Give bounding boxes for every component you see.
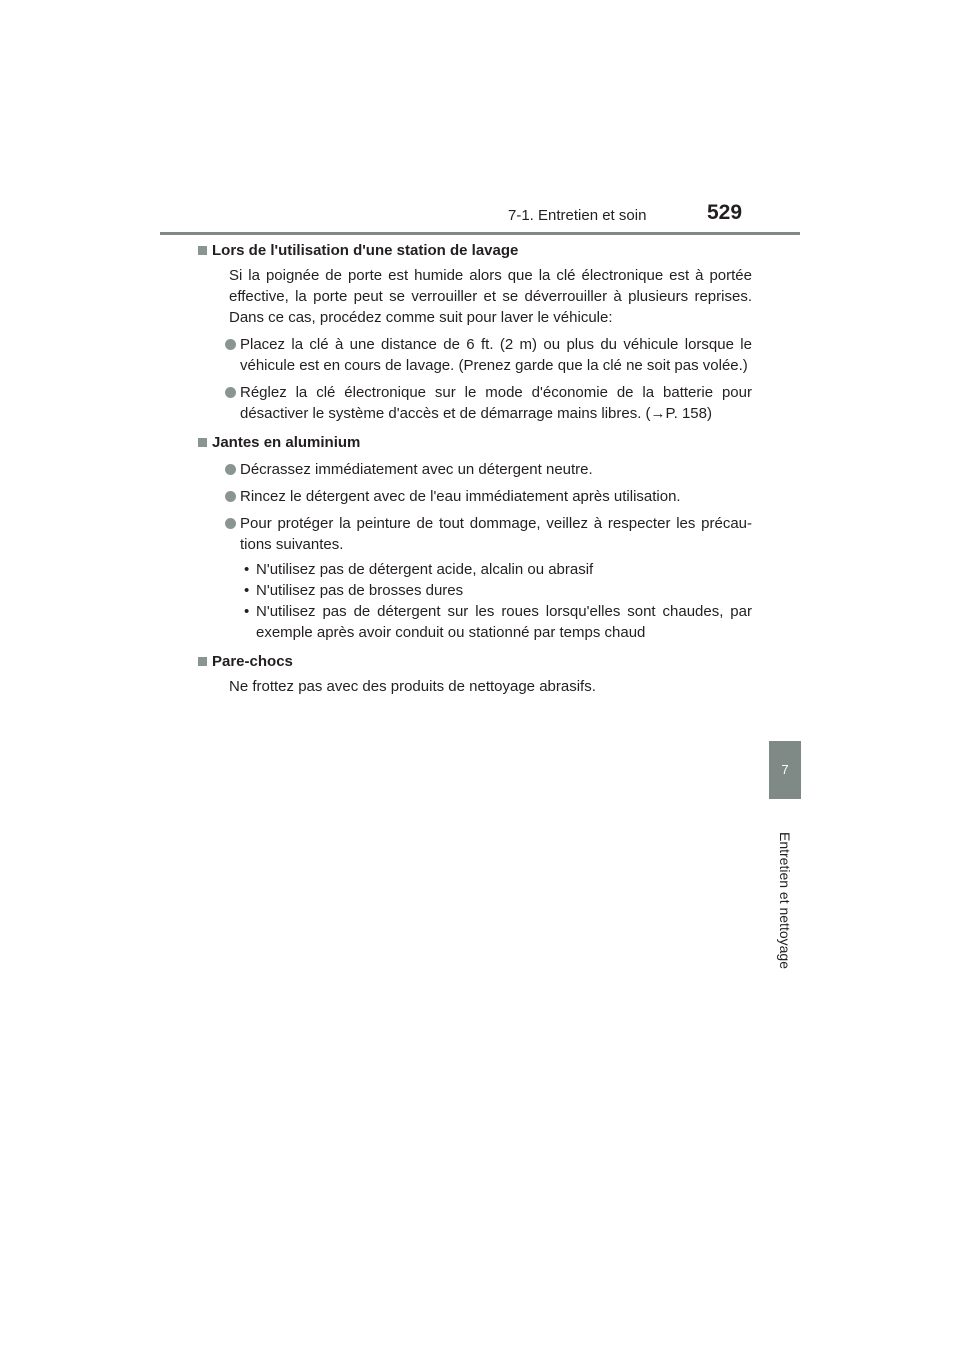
list-item-text: Pour protéger la peinture de tout dommage, veillez à respecter les précau-tions suivantes. bbox=[240, 515, 752, 553]
dot-marker-icon: • bbox=[244, 582, 250, 599]
main-content bbox=[212, 240, 752, 705]
circle-bullet-icon bbox=[225, 518, 236, 529]
circle-bullet-icon bbox=[225, 339, 236, 350]
section-aluminium-wheels bbox=[212, 432, 752, 643]
dot-marker-icon: • bbox=[244, 561, 250, 578]
sub-item-text: N'utilisez pas de détergent sur les roues lorsqu'elles sont chaudes, par exemple après avoir conduit ou stationné par temps chaud bbox=[256, 603, 752, 641]
square-bullet-icon bbox=[198, 246, 207, 255]
list-item bbox=[240, 459, 752, 480]
square-bullet-icon bbox=[198, 438, 207, 447]
list-item bbox=[240, 334, 752, 376]
list-item bbox=[240, 513, 752, 555]
chapter-number: 7 bbox=[781, 762, 789, 777]
list-item-text: Rincez le détergent avec de l'eau immédiatement après utilisation. bbox=[240, 488, 681, 505]
sub-list-item bbox=[240, 580, 752, 601]
section-paragraph: Ne frottez pas avec des produits de nettoyage abrasifs. bbox=[229, 678, 596, 695]
heading-text: Pare-chocs bbox=[212, 653, 293, 670]
section-paragraph: Si la poignée de porte est humide alors que la clé électronique est à portée effective, la porte peut se verrouiller et se déverrouiller à plusieurs reprises. Dans ce cas, procédez comme suit pour laver le véhicule: bbox=[229, 267, 752, 326]
section-heading bbox=[212, 240, 752, 261]
heading-text: Lors de l'utilisation d'une station de lavage bbox=[212, 242, 519, 259]
sub-list-item bbox=[240, 601, 752, 643]
chapter-tab[interactable] bbox=[769, 741, 801, 799]
section-car-wash bbox=[212, 240, 752, 424]
circle-bullet-icon bbox=[225, 491, 236, 502]
list-item-text: Décrassez immédiatement avec un détergent neutre. bbox=[240, 461, 593, 478]
list-item-text: Réglez la clé électronique sur le mode d'économie de la batterie pour désactiver le système d'accès et de démarrage mains libres. (→P. 158) bbox=[240, 384, 752, 422]
header-divider bbox=[160, 232, 800, 235]
chapter-title-vertical: Entretien et nettoyage bbox=[777, 832, 793, 969]
square-bullet-icon bbox=[198, 657, 207, 666]
section-title: 7-1. Entretien et soin bbox=[508, 207, 647, 224]
circle-bullet-icon bbox=[225, 464, 236, 475]
section-bumpers bbox=[212, 651, 752, 697]
sub-item-text: N'utilisez pas de brosses dures bbox=[256, 582, 464, 599]
sub-list bbox=[240, 559, 752, 643]
heading-text: Jantes en aluminium bbox=[212, 434, 361, 451]
section-heading bbox=[212, 432, 752, 453]
section-heading bbox=[212, 651, 752, 672]
page-number: 529 bbox=[707, 201, 743, 224]
circle-bullet-icon bbox=[225, 387, 236, 398]
list-item-text: Placez la clé à une distance de 6 ft. (2 m) ou plus du véhicule lorsque le véhicule est en cours de lavage. (Prenez garde que la clé ne soit pas volée.) bbox=[240, 336, 752, 374]
sub-item-text: N'utilisez pas de détergent acide, alcalin ou abrasif bbox=[256, 561, 594, 578]
sub-list-item bbox=[240, 559, 752, 580]
list-item bbox=[240, 382, 752, 424]
dot-marker-icon: • bbox=[244, 603, 250, 620]
list-item bbox=[240, 486, 752, 507]
